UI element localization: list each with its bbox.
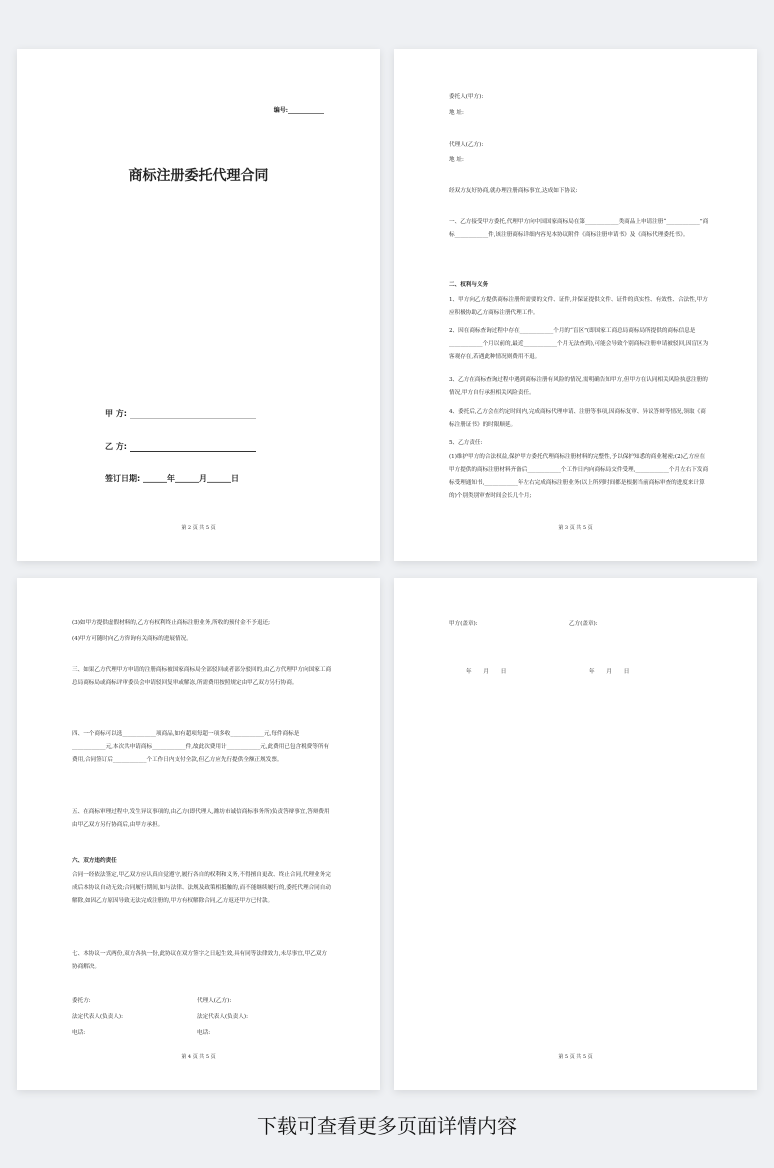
party-b-row (105, 441, 256, 452)
document-page-4 (17, 578, 380, 1090)
section-4: 四、一个商标可以选____________项商品,如有超项每超一项多收____________元,每件商标是____________元,本次共申请商标____________件,故此次费用计____________元,此费用已包含税费等所有费用,合同签订后____________个工作日内支付全款,但乙方应先行提供全额正规发票。 (72, 731, 330, 763)
section-2-title: 二、权利与义务 (449, 282, 489, 288)
party-a-blank (130, 410, 256, 419)
client-address-label: 地 址: (449, 110, 464, 116)
agent-rep-label: 法定代表人(负责人): (197, 1014, 248, 1020)
client-signature-label: 委托方: (72, 998, 91, 1004)
party-b-date: 年 月 日 (589, 669, 630, 675)
agent-label: 代理人(乙方): (449, 142, 484, 148)
section-2-item-2: 2、因在商标查询过程中存在____________个月的“盲区”(即国家工商总局商标局所提供的商标信息是____________个月以前的,最近____________个月无法查到),可能会导致个别商标注册申请被驳回,因盲区为客观存在,若遇此种情况则费用不退。 (449, 328, 709, 360)
page-footer: 第 5 页 共 5 页 (558, 1054, 593, 1060)
document-page-2 (17, 49, 380, 561)
party-a-label: 甲 方: (105, 409, 127, 418)
page-footer: 第 4 页 共 5 页 (181, 1054, 216, 1060)
intro-text: 经双方友好协商,就办理注册商标事宜,达成如下协议: (449, 188, 578, 194)
party-b-blank (130, 443, 256, 452)
party-b-label: 乙 方: (105, 442, 127, 451)
section-6: 合同一经依法签定,甲乙双方应认真自觉遵守,履行各自的权利和义务,不得擅自更改、终止合同,代理业务完成后本协议自动无效;合同履行期间,如与法律、法规及政策相抵触的,而不能继续履行的,委托代理合同自动解除,如因乙方原因导致无法完成注册的,甲方有权解除合同,乙方返还甲方已付款。 (72, 872, 331, 904)
section-3: 三、如果乙方代理甲方申请的注册商标被国家商标局全部驳回或者部分驳回的,由乙方代理甲方向国家工商总局商标局或商标评审委员会申请驳回复审或解冻,所需费用按照规定由甲乙双方另行协商。 (72, 667, 332, 686)
section-2-item-5: 5、乙方责任: (449, 440, 483, 446)
section-2-item-1: 1、甲方向乙方提供商标注册所需要的文件、证件,并保证提供文件、证件的真实性、有效性、合法性,甲方应积极协助乙方商标注册代理工作。 (449, 297, 708, 316)
document-page-3 (394, 49, 757, 561)
clause-3-1: (3)如甲方提供虚假材料的,乙方有权利终止商标注册业务,所收的预付金不予退还; (72, 620, 270, 626)
section-2-item-4: 4、委托后,乙方会在约定时间内,完成商标代理申请、注册等事项,因商标复审、异议答辩等情况,领取《商标注册证书》的时限顺延。 (449, 409, 706, 428)
party-a-seal-label: 甲方(盖章): (449, 621, 478, 627)
section-7: 七、本协议一式两份,双方各执一份,此协议在双方签字之日起生效,具有同等法律效力,未尽事宜,甲乙双方协商解决。 (72, 951, 328, 970)
document-page-5 (394, 578, 757, 1090)
sign-date-row: 签订日期: ______年______月______日 (105, 474, 239, 483)
download-caption: 下载可查看更多页面详情内容 (257, 1114, 517, 1138)
clause-4-1: (4)甲方可随时向乙方咨询有关商标的进展情况。 (72, 636, 192, 642)
client-label: 委托人(甲方): (449, 94, 484, 100)
section-5: 五、在商标审理过程中,发生异议事项的,由乙方(即代理人,潍坊市诚信商标事务所)负责答辩事宜,答辩费用由甲乙双方另行协商后,由甲方承担。 (72, 809, 330, 828)
contract-number-label: 编号:____________ (273, 107, 324, 114)
agent-signature-label: 代理人(乙方): (197, 998, 232, 1004)
client-rep-label: 法定代表人(负责人): (72, 1014, 123, 1020)
section-6-title: 六、双方违约责任 (72, 858, 117, 864)
party-a-row (105, 408, 256, 419)
client-phone-label: 电话: (72, 1030, 86, 1036)
section-2-item-3: 3、乙方在商标查询过程中遇到商标注册有风险的情况,需明确告知甲方,但甲方在认同相关风险执意注册的情况,甲方自行承担相关风险责任。 (449, 377, 708, 396)
section-1: 一、乙方接受甲方委托,代理甲方向中国国家商标局在第____________类商品上申请注册“____________”商标____________件,该注册商标详细内容见本协议附件《商标注册申请书》及《商标代理委托书》。 (449, 219, 709, 238)
section-2-item-6: (1)维护甲方的合法权益,保护甲方委托代理商标注册材料的完整性,予以保护知悉的商业秘密;(2)乙方应在甲方提供的商标注册材料齐备后____________个工作日内向商标局交件受理,____________个月左右下发商标受理通知书,____________年左右完成商标注册业务(以上所列时间都是根据当前商标审查的进度来计算的)个别类别审查时间会长几个月; (449, 454, 709, 499)
party-b-seal-label: 乙方(盖章): (569, 621, 598, 627)
agent-address-label: 地 址: (449, 157, 464, 163)
page-footer: 第 3 页 共 5 页 (558, 525, 593, 531)
contract-title: 商标注册委托代理合同 (128, 168, 269, 184)
agent-phone-label: 电话: (197, 1030, 211, 1036)
page-footer: 第 2 页 共 5 页 (181, 525, 216, 531)
party-a-date: 年 月 日 (466, 669, 507, 675)
